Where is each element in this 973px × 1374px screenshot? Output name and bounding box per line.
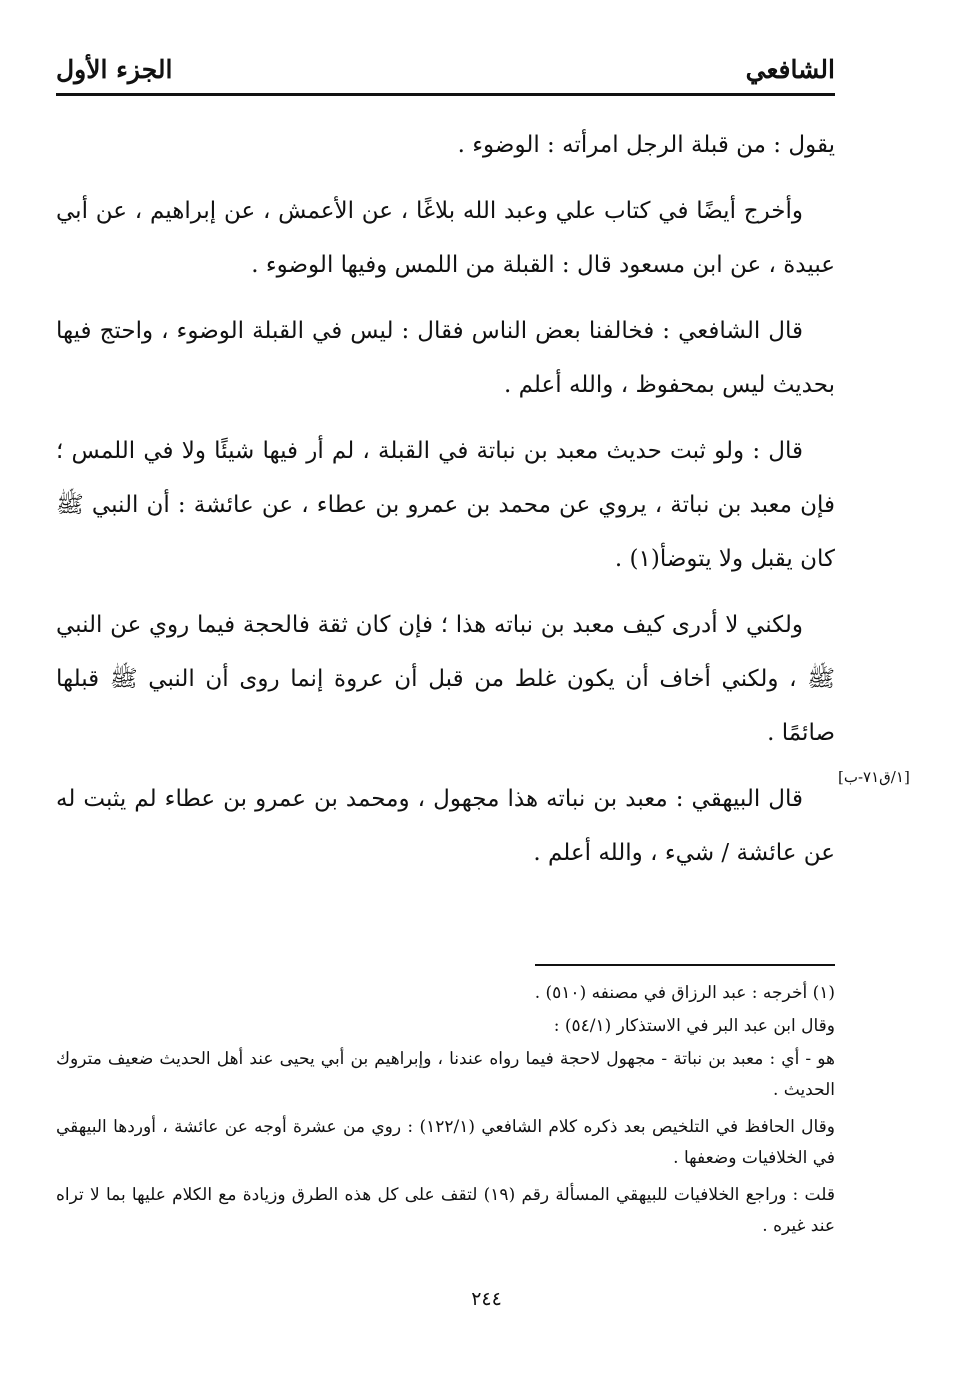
paragraph-2: وأخرج أيضًا في كتاب علي وعبد الله بلاغًا ، عن الأعمش ، عن إبراهيم ، عن أبي عبيدة ، عن ابن مسعود قال : القبلة من اللمس وفيها الوضوء .	[56, 198, 835, 278]
running-header	[56, 52, 835, 94]
paragraph-6: قال البيهقي : معبد بن نباته هذا مجهول ، ومحمد بن عمرو بن عطاء لم يثبت له عن عائشة / شيء ، والله أعلم .	[56, 786, 835, 866]
footnote-1-quote: هو - أي : معبد بن نباتة - مجهول لاحجة فيما رواه عندنا ، وإبراهيم بن أبي يحيى عند أهل الحديث ضعيف متروك الحديث .	[56, 1049, 835, 1100]
header-divider	[56, 93, 835, 96]
footnote-1: (١) أخرجه : عبد الرزاق في مصنفه (٥١٠) .	[534, 983, 835, 1003]
manuscript-folio-note: [١/ق٧١-ب]	[838, 768, 910, 786]
footnote-1-hafiz: وقال الحافظ في التلخيص بعد ذكره كلام الشافعي (١٢٢/١) : روي من عشرة أوجه عن عائشة ، أوردها البيهقي في الخلافيات وضعفها .	[56, 1117, 835, 1168]
paragraph-1: يقول : من قبلة الرجل امرأته : الوضوء .	[457, 132, 835, 158]
footnote-divider	[535, 964, 835, 966]
header-book-title: الشافعي	[745, 55, 835, 84]
footnote-1-editor-note: قلت : وراجع الخلافيات للبيهقي المسألة رقم (١٩) لتقف على كل هذه الطرق وزيادة مع الكلام عليها بما لا تراه عند غيره .	[56, 1185, 835, 1236]
footnote-1-continued: وقال ابن عبد البر في الاستذكار (٥٤/١) :	[553, 1016, 835, 1036]
paragraph-3: قال الشافعي : فخالفنا بعض الناس فقال : ليس في القبلة الوضوء ، واحتج فيها بحديث ليس بمحفوظ ، والله أعلم .	[56, 318, 835, 398]
page-number: ٢٤٤	[471, 1288, 502, 1310]
main-text	[56, 118, 835, 892]
paragraph-4: قال : ولو ثبت حديث معبد بن نباتة في القبلة ، لم أر فيها شيئًا ولا في اللمس ؛ فإن معبد بن نباتة ، يروي عن محمد بن عمرو بن عطاء ، عن عائشة : أن النبي ﷺ كان يقبل ولا يتوضأ(١) .	[56, 438, 835, 572]
header-volume-title: الجزء الأول	[56, 55, 173, 84]
paragraph-5: ولكني لا أدرى كيف معبد بن نباته هذا ؛ فإن كان ثقة فالحجة فيما روي عن النبي ﷺ ، ولكني أخاف أن يكون غلط من قبل أن عروة إنما روى أن النبي ﷺ قبلها صائمًا .	[56, 612, 835, 746]
footnotes	[56, 978, 835, 1248]
